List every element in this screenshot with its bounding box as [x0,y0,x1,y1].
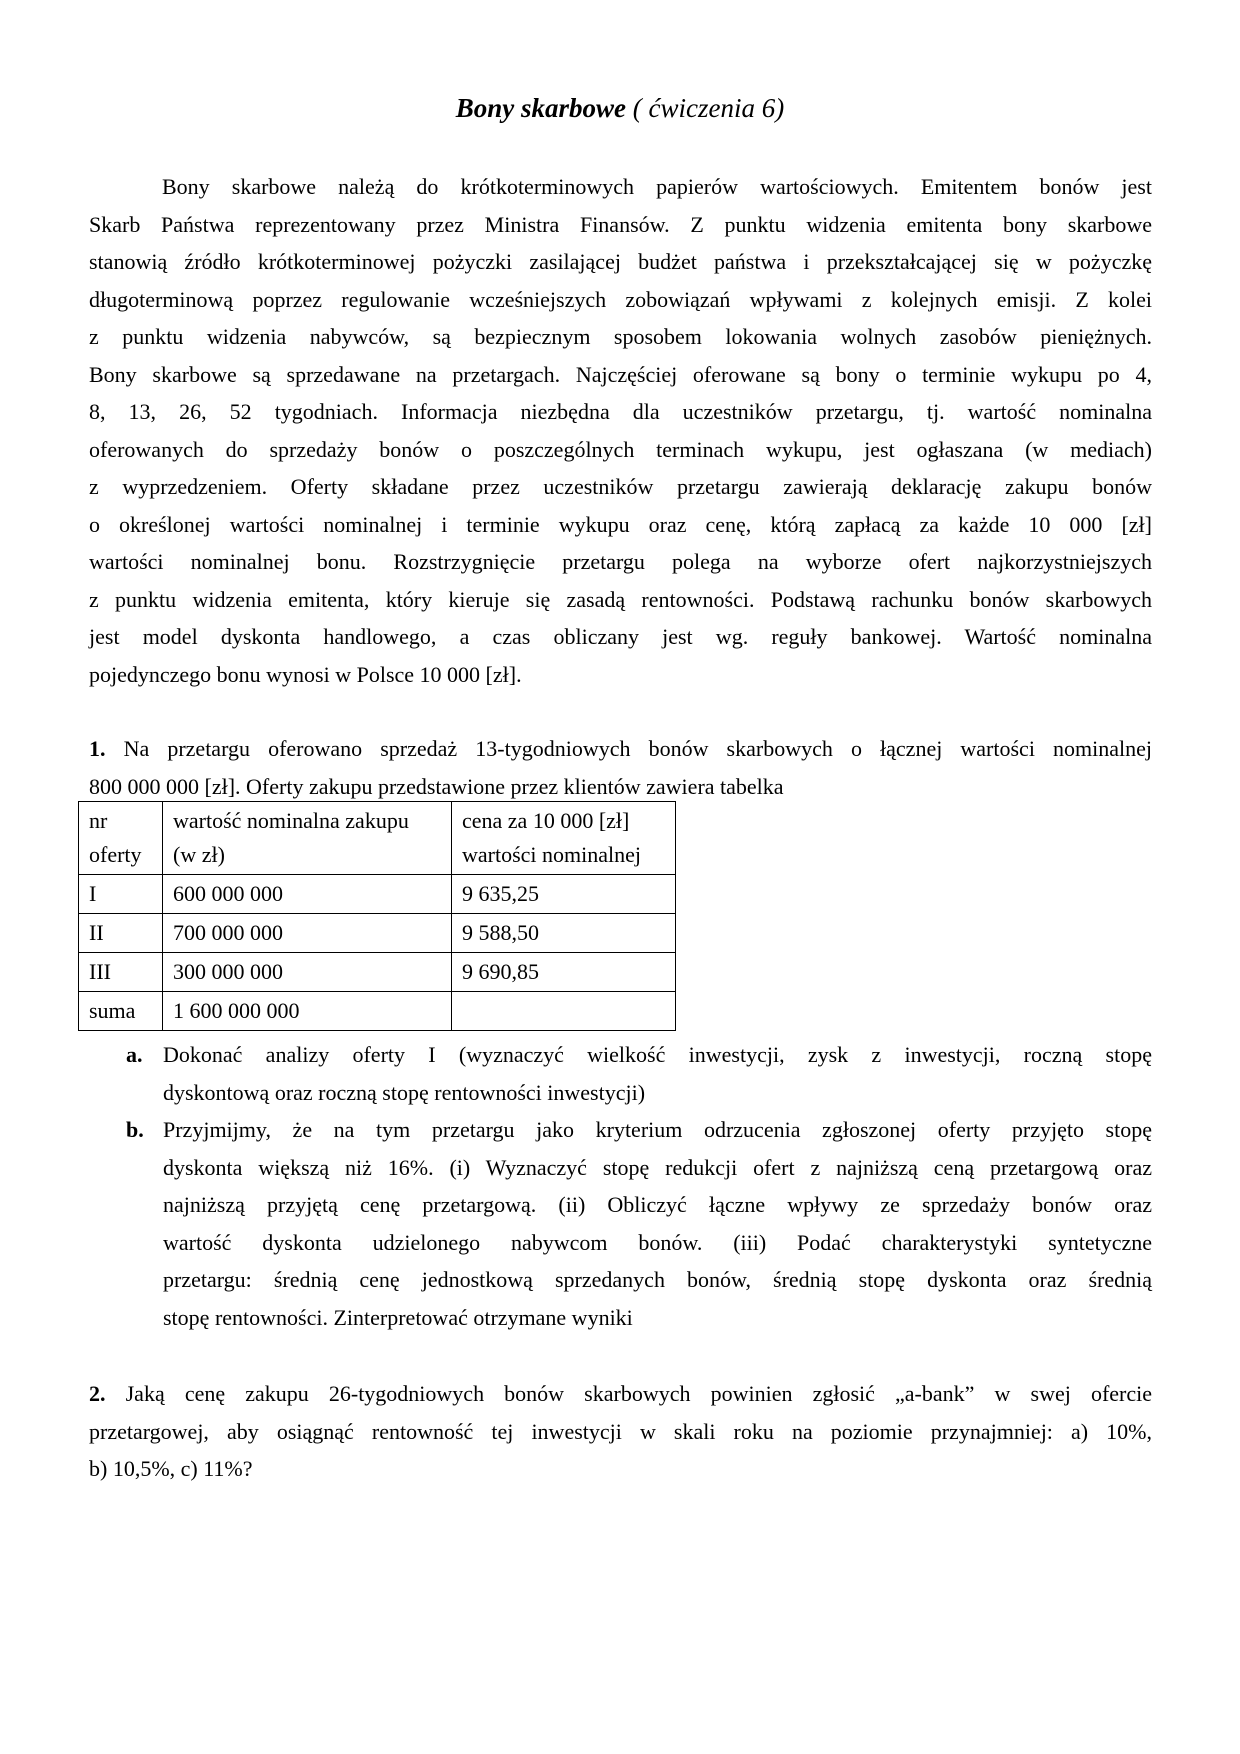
subitem-marker: b. [126,1117,144,1142]
subitem-line: dyskonta większą niż 16%. (i) Wyznaczyć stopę redukcji ofert z najniższą ceną przetargową oraz [163,1154,1152,1180]
task-1-line [89,730,1152,768]
intro-line: z wyprzedzeniem. Oferty składane przez uczestników przetargu zawierają deklarację zakupu bonów [89,474,1152,499]
table-cell: III [79,953,163,992]
intro-line: Bony skarbowe należą do krótkoterminowych papierów wartościowych. Emitentem bonów jest [162,174,1152,199]
subitem-line: stopę rentowności. Zinterpretować otrzymane wyniki [163,1304,633,1330]
subitem-line: wartość dyskonta udzielonego nabywcom bonów. (iii) Podać charakterystyki syntetyczne [163,1229,1152,1255]
subitem-line: dyskontową oraz roczną stopę rentowności inwestycji) [163,1079,646,1105]
intro-line: pojedynczego bonu wynosi w Polsce 10 000 [zł]. [89,661,522,687]
task-1-text: Na przetargu oferowano sprzedaż 13-tygodniowych bonów skarbowych o łącznej wartości nominalnej [123,736,1153,761]
intro-line: jest model dyskonta handlowego, a czas obliczany jest wg. reguły bankowej. Wartość nominalna [89,624,1152,649]
offers-table [78,801,676,1031]
header-cell [79,802,163,875]
task-2-line: przetargowej, aby osiągnąć rentowność tej inwestycji w skali roku na poziomie przynajmniej: a) 10%, [89,1418,1152,1444]
header-text: wartości nominalnej [462,842,642,867]
intro-line: oferowanych do sprzedaży bonów o poszczególnych terminach wykupu, jest ogłaszana (w mediach) [89,436,1152,462]
table-cell: suma [79,992,163,1031]
intro-line: Bony skarbowe są sprzedawane na przetargach. Najczęściej oferowane są bony o terminie wykupu po 4, [89,361,1152,387]
intro-line: 8, 13, 26, 52 tygodniach. Informacja niezbędna dla uczestników przetargu, tj. wartość nominalna [89,399,1152,424]
table-cell: I [79,875,163,914]
intro-line: wartości nominalnej bonu. Rozstrzygnięcie przetargu polega na wyborze ofert najkorzystniejszych [89,549,1152,574]
table-row [79,875,676,914]
intro-line: stanowią źródło krótkoterminowej pożyczki zasilającej budżet państwa i przekształcającej się w pożyczkę [89,249,1152,274]
header-text: nr [89,808,108,833]
task-2 [89,1375,1152,1488]
task-2-text: Jaką cenę zakupu 26-tygodniowych bonów skarbowych powinien zgłosić „a-bank” w swej ofercie [125,1381,1153,1406]
task-2-number: 2. [89,1381,106,1406]
table-cell: 9 588,50 [452,914,676,953]
table-cell: 600 000 000 [163,875,452,914]
table-header-row [79,802,676,875]
subitem-marker: a. [126,1042,143,1067]
intro-line: Skarb Państwa reprezentowany przez Ministra Finansów. Z punktu widzenia emitenta bony skarbowe [89,211,1152,237]
subitem-line: przetargu: średnią cenę jednostkową sprzedanych bonów, średnią stopę dyskonta oraz średnią [163,1267,1152,1292]
intro-line: z punktu widzenia emitenta, który kieruje się zasadą rentowności. Podstawą rachunku bonów skarbowych [89,586,1152,612]
subitem-a [126,1036,1152,1111]
title-main: Bony skarbowe [455,93,627,123]
table-cell [452,992,676,1031]
table-cell: 1 600 000 000 [163,992,452,1031]
table-cell: 9 690,85 [452,953,676,992]
table-cell: 300 000 000 [163,953,452,992]
subitem-body [163,1111,1152,1336]
header-text: wartość nominalna zakupu [173,808,409,833]
table-cell: 9 635,25 [452,875,676,914]
task-1-line: 800 000 000 [zł]. Oferty zakupu przedstawione przez klientów zawiera tabelka [89,773,784,799]
header-cell [452,802,676,875]
subitem-b [126,1111,1152,1336]
title-suffix: ( ćwiczenia 6) [632,93,785,123]
intro-line: z punktu widzenia nabywców, są bezpiecznym sposobem lokowania wolnych zasobów pieniężnych. [89,324,1152,349]
header-cell [163,802,452,875]
task-1 [89,730,1152,805]
intro-line: o określonej wartości nominalnej i terminie wykupu oraz cenę, którą zapłacą za każde 10 000 [zł] [89,511,1152,537]
task-2-line: b) 10,5%, c) 11%? [89,1456,253,1481]
task-1-number: 1. [89,736,106,761]
subitem-line: najniższą przyjętą cenę przetargową. (ii) Obliczyć łączne wpływy ze sprzedaży bonów oraz [163,1192,1152,1217]
subitem-line: Dokonać analizy oferty I (wyznaczyć wielkość inwestycji, zysk z inwestycji, roczną stopę [163,1042,1152,1067]
header-text: cena za 10 000 [zł] [462,808,630,833]
table-row [79,914,676,953]
table-row [79,953,676,992]
page-title [0,90,1240,126]
header-text: oferty [89,842,142,867]
header-text: (w zł) [173,842,225,867]
task-2-line [89,1375,1152,1413]
intro-paragraph [89,168,1152,693]
intro-line: długoterminową poprzez regulowanie wcześniejszych zobowiązań wpływami z kolejnych emisji. Z kolei [89,286,1152,312]
subitem-body [163,1036,1152,1111]
table-cell: 700 000 000 [163,914,452,953]
table-cell: II [79,914,163,953]
table-row [79,992,676,1031]
subitem-line: Przyjmijmy, że na tym przetargu jako kryterium odrzucenia zgłoszonej oferty przyjęto stopę [163,1117,1152,1142]
